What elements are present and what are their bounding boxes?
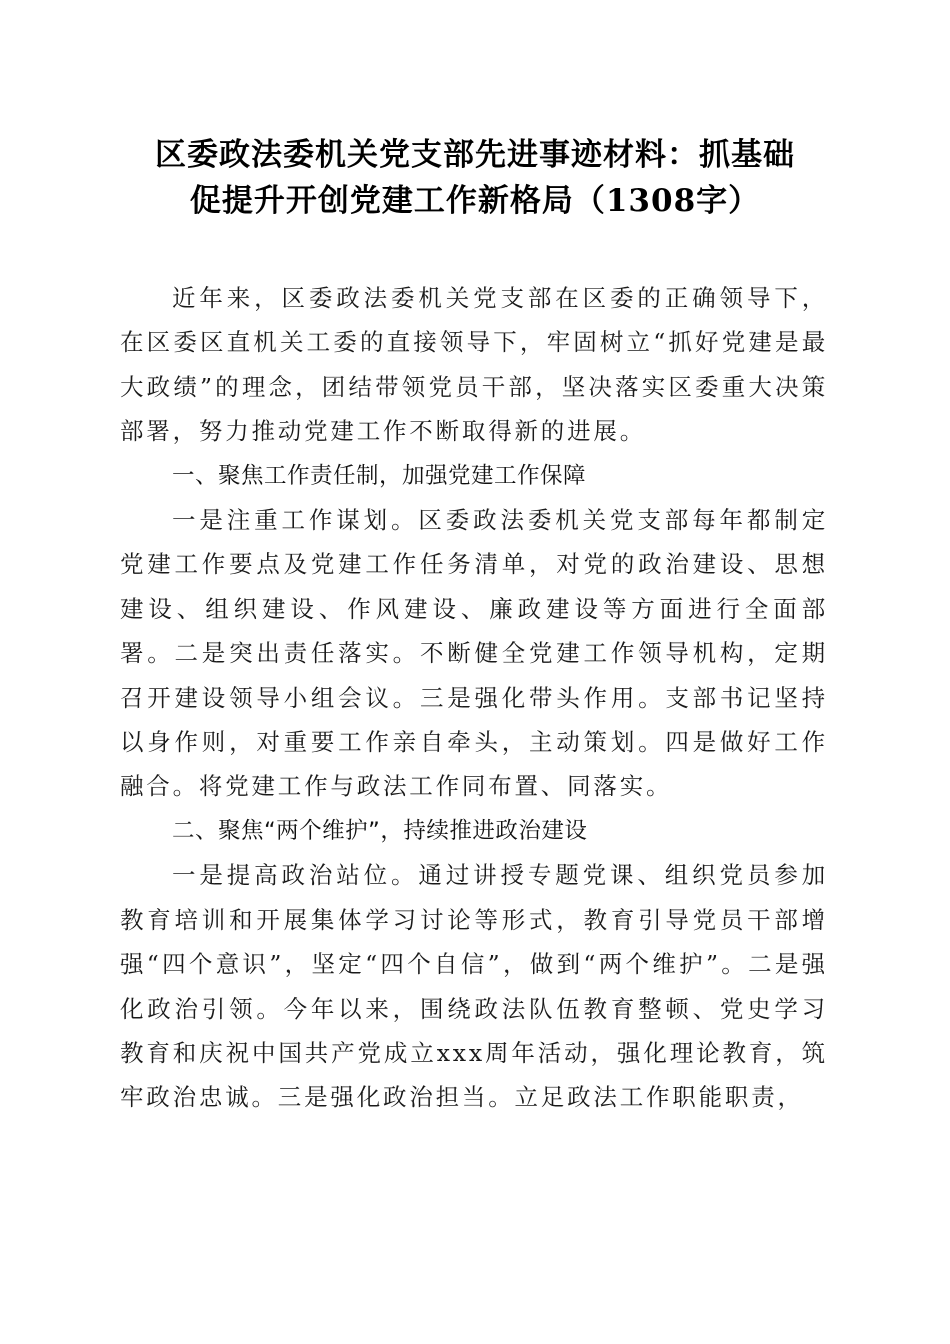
section-2-paragraph: 一是提高政治站位。通过讲授专题党课、组织党员参加教育培训和开展集体学习讨论等形式，教育引导党员干部增强“四个意识”，坚定“四个自信”，做到“两个维护”。二是强化政治引领。今年以来，围绕政法队伍教育整顿、党史学习教育和庆祝中国共产党成立xxx周年活动，强化理论教育，筑牢政治忠诚。三是强化政治担当。立足政法工作职能职责， [120, 861, 828, 1112]
title-line-1: 区委政法委机关党支部先进事迹材料：抓基础 [155, 137, 795, 173]
document-body [120, 276, 828, 1120]
section-2-heading: 二、聚焦“两个维护”，持续推进政治建设 [172, 817, 588, 844]
title-line-2: 促提升开创党建工作新格局（1308字） [189, 183, 761, 219]
section-1-paragraph: 一是注重工作谋划。区委政法委机关党支部每年都制定党建工作要点及党建工作任务清单，对党的政治建设、思想建设、组织建设、作风建设、廉政建设等方面进行全面部署。二是突出责任落实。不断健全党建工作领导机构，定期召开建设领导小组会议。三是强化带头作用。支部书记坚持以身作则，对重要工作亲自牵头，主动策划。四是做好工作融合。将党建工作与政法工作同布置、同落实。 [120, 506, 828, 801]
document-title [100, 132, 850, 224]
section-1-heading: 一、聚焦工作责任制，加强党建工作保障 [172, 462, 587, 489]
intro-paragraph: 近年来，区委政法委机关党支部在区委的正确领导下，在区委区直机关工委的直接领导下，牢固树立“抓好党建是最大政绩”的理念，团结带领党员干部，坚决落实区委重大决策部署，努力推动党建工作不断取得新的进展。 [120, 284, 828, 446]
